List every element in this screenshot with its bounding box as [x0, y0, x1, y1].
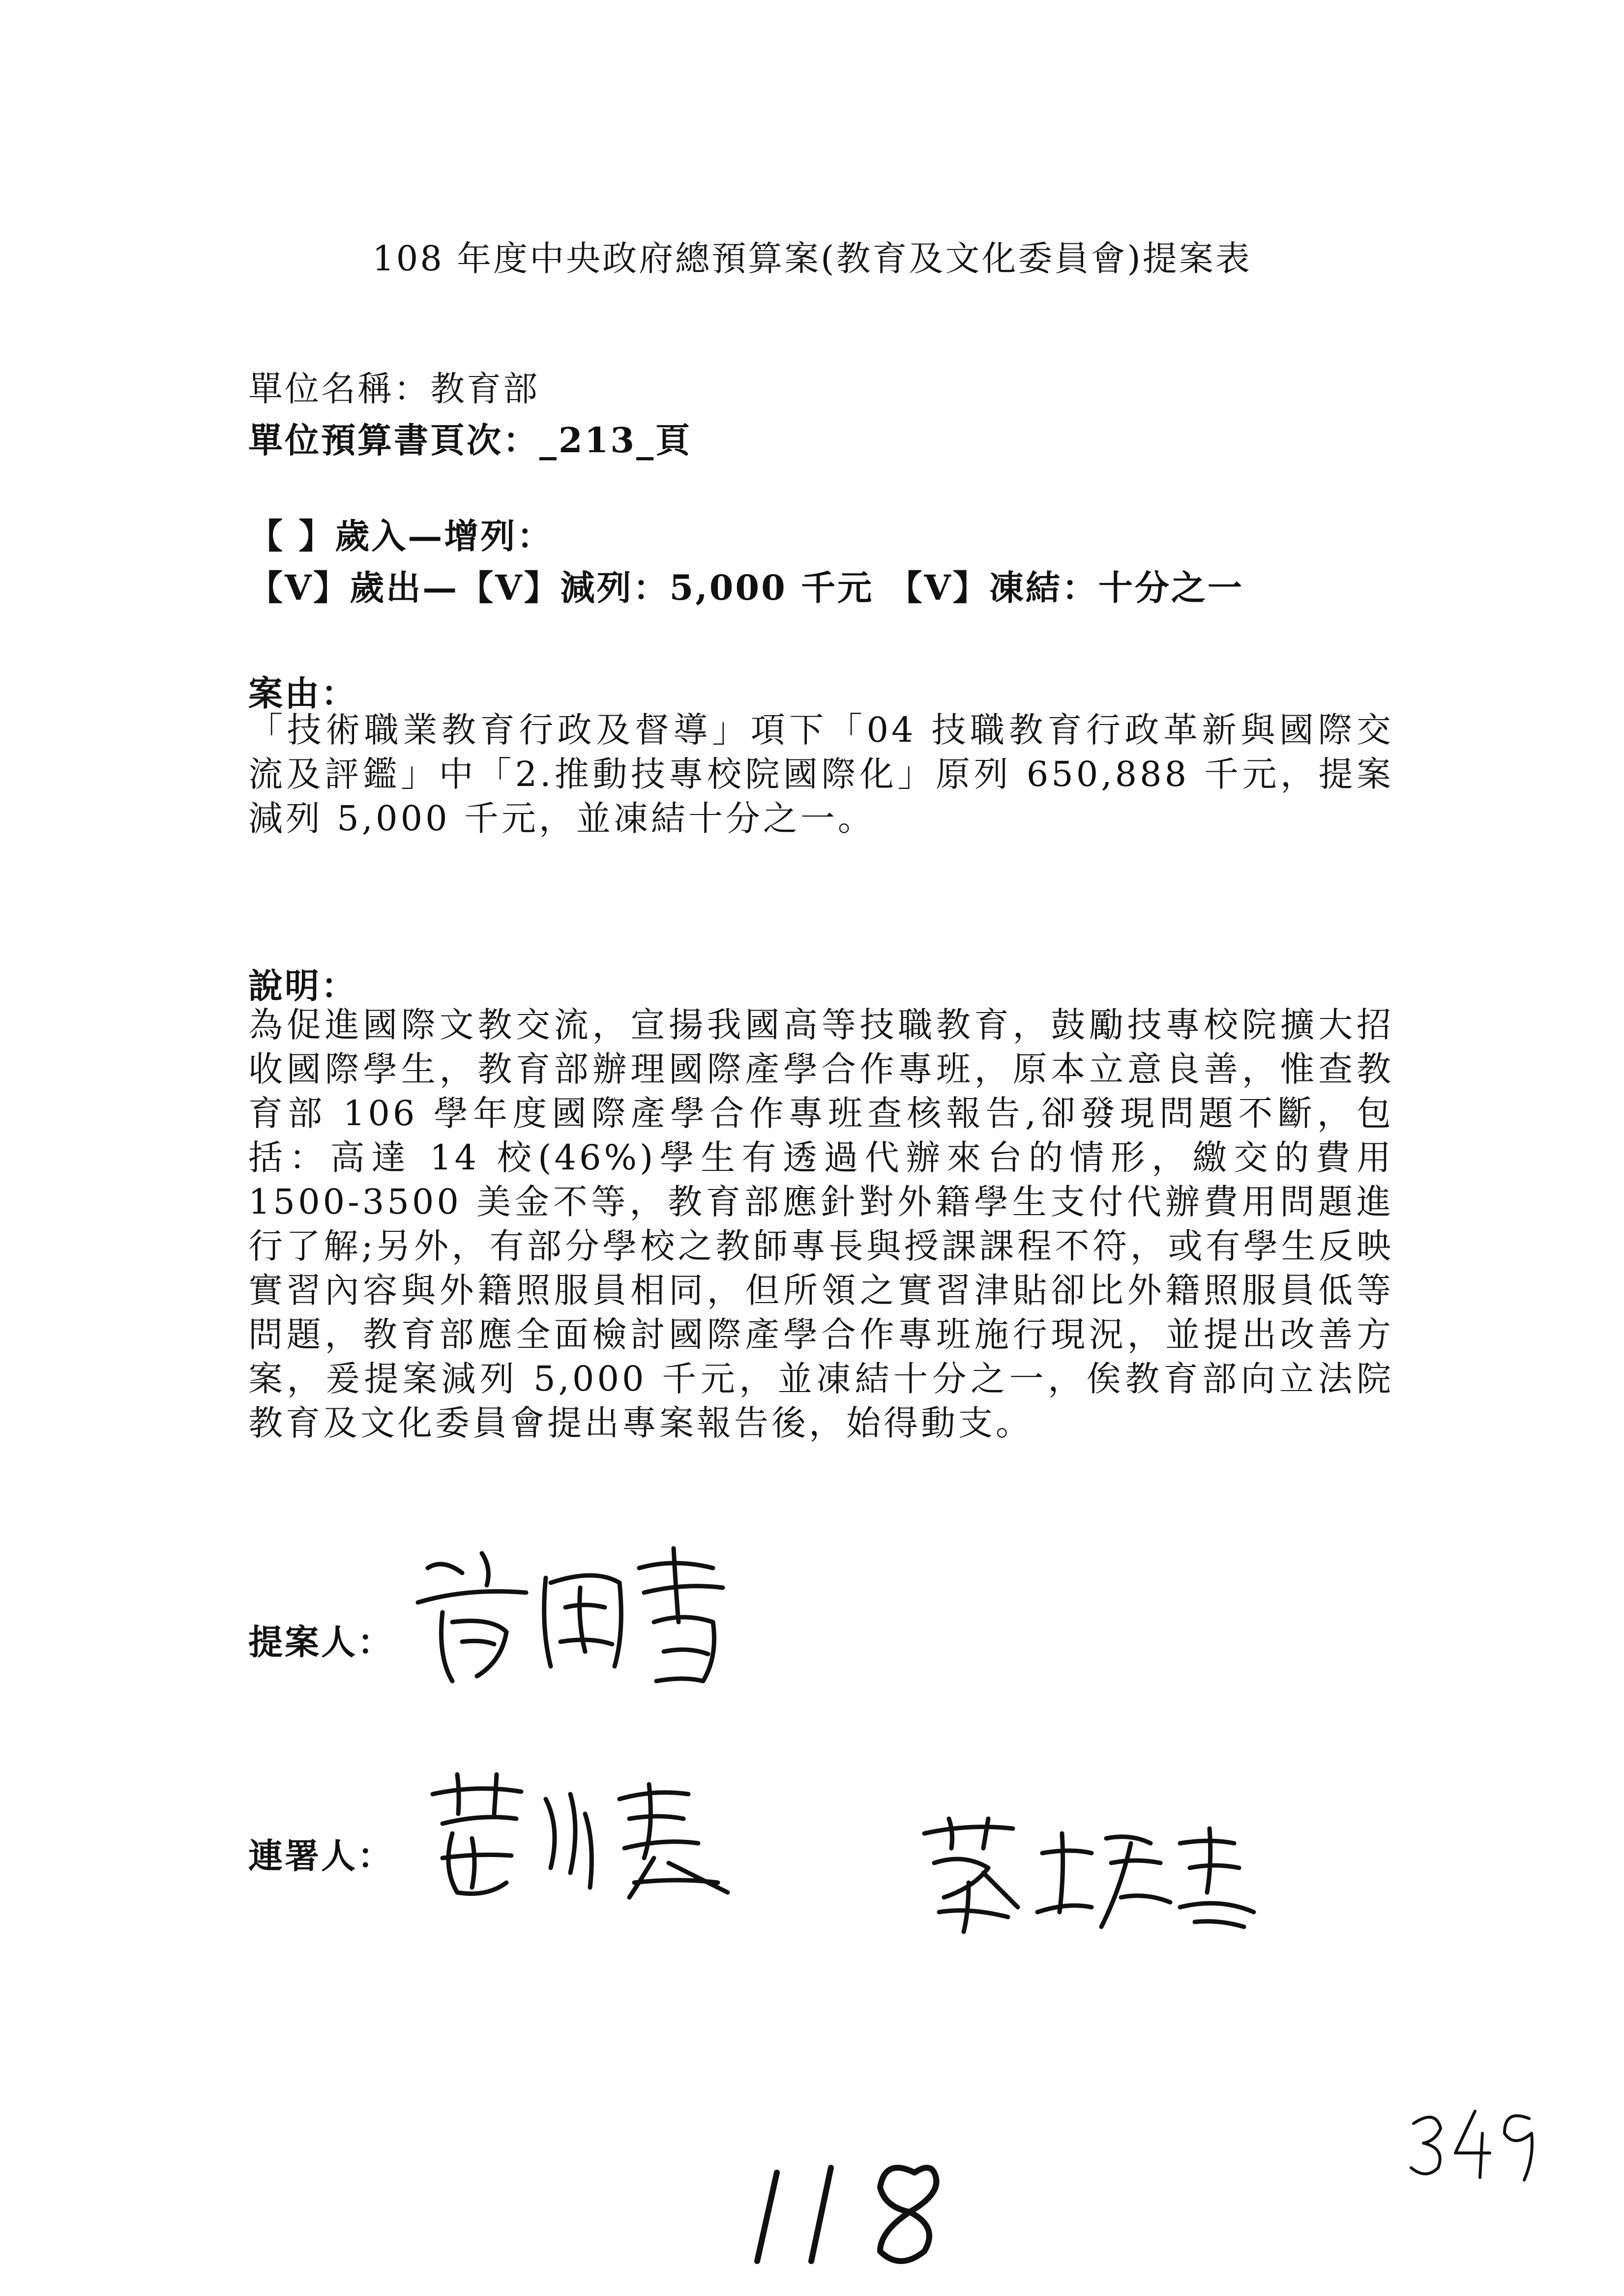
cosigner-signature-1-image: [423, 1770, 738, 1907]
proposer-label: 提案人：: [248, 1622, 394, 1662]
reason-heading: 案由：: [248, 673, 357, 714]
cosigner-signature-2-image: [915, 1814, 1259, 1942]
proposer-signature-image: [408, 1539, 742, 1696]
revenue-increase-line: 【 】歲入—增列：: [248, 516, 554, 556]
reason-body: 「技術職業教育行政及督導」項下「04 技職教育行政革新與國際交流及評鑑」中「2.推動技專校院國際化」原列 650,888 千元，提案減列 5,000 千元，並凍結十分之一。: [248, 710, 1394, 839]
document-title: 108 年度中央政府總預算案(教育及文化委員會)提案表: [372, 238, 1252, 279]
handwritten-page-number-image: [738, 2153, 983, 2271]
explanation-heading: 說明：: [248, 965, 357, 1006]
handwritten-corner-number-image: [1406, 2104, 1544, 2182]
cosigner-label: 連署人：: [248, 1835, 394, 1876]
explanation-body: 為促進國際文教交流，宣揚我國高等技職教育，鼓勵技專校院擴大招收國際學生，教育部辦理國際產學合作專班，原本立意良善，惟查教育部 106 學年度國際產學合作專班查核報告,卻發現問題不斷，包括：高達 14 校(46%)學生有透過代辦來台的情形，繳交的費用 1500-3500 美金不等，教育部應針對外籍學生支付代辦費用問題進行了解;另外，有部分學校之教師專長與授課課程不符，或有學生反映實習內容與外籍照服員相同，但所領之實習津貼卻比外籍照服員低等問題，教育部應全面檢討國際產學合作專班施行現況，並提出改善方案，爰提案減列 5,000 千元，並凍結十分之一，俟教育部向立法院教育及文化委員會提出專案報告後，始得動支。: [248, 1005, 1394, 1443]
expenditure-line: 【V】歲出—【V】減列：5,000 千元 【V】凍結：十分之一: [248, 567, 1244, 608]
unit-budget-page: 單位預算書頁次：_213_頁: [248, 420, 692, 461]
unit-name: 單位名稱：教育部: [248, 369, 539, 409]
